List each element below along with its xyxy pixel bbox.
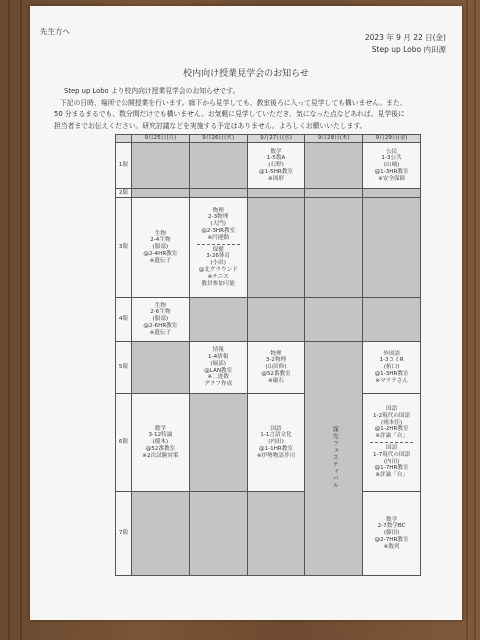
empty-slot (189, 143, 247, 189)
period-label: 3限 (116, 198, 132, 298)
lesson-cell: 数学 1-5数A (石野) @1-5HR教室 ※図形 (247, 143, 305, 189)
empty-slot (247, 492, 305, 576)
empty-slot (363, 189, 421, 198)
body-line: Step up Lobo より校内向け授業見学会のお知らせです。 (64, 87, 240, 95)
lesson-cell: 生物 2-4生物 (服部) @2-4HR教室 ※遺伝子 (132, 198, 190, 298)
corner-cell (116, 135, 132, 143)
empty-slot (247, 198, 305, 298)
empty-slot (305, 189, 363, 198)
lesson-cell-double: 物理 2-3物理 (大門) @2-3HR教室 ※円運動 保健 3-26体育 (小田) @北グラウンド ※テニス 教員参加可能 (189, 198, 247, 298)
empty-slot (189, 492, 247, 576)
empty-slot (363, 198, 421, 298)
dashed-divider (197, 244, 240, 245)
empty-slot (132, 342, 190, 394)
empty-slot (189, 394, 247, 492)
lesson-cell: 数学 2-7数学BC (藤田) @2-7HR教室 ※数列 (363, 492, 421, 576)
header-day: 9月26日(火) (189, 135, 247, 143)
lesson-cell-double: 国語 1-2現代の国語 (岡本佳) @1-2HR教室 ※評論「自」 国語 1-7現代の国語 (内田) @1-7HR教室 ※評論「自」 (363, 394, 421, 492)
header-day: 9月29日(金) (363, 135, 421, 143)
empty-slot (189, 298, 247, 342)
empty-slot (363, 298, 421, 342)
addressee: 先生方へ (40, 27, 70, 36)
lesson-cell: 物理 3-2物理 (山田修) @52番教室 ※磁石 (247, 342, 305, 394)
period-label: 2限 (116, 189, 132, 198)
empty-slot (305, 198, 363, 298)
body-line: 50 分まるまるでも、数分間だけでも構いません。お気軽に見学していただき、気になった点などあれば、見学後に (54, 110, 405, 118)
sender-line: Step up Lobo 内田源 (371, 45, 446, 54)
empty-slot (305, 298, 363, 342)
festival-cell: 探究フェスティバル (305, 342, 363, 576)
lesson-cell: 外国語 1-3コミR (柘口) @1-3HR教室 ※マララさん (363, 342, 421, 394)
period-label: 6限 (116, 394, 132, 492)
body-line: 担当者までお伝えください。研究討議などを実施する予定はありません。よろしくお願いいたします。 (54, 121, 367, 130)
lesson-cell: 生物 2-6生物 (服部) @2-6HR教室 ※遺伝子 (132, 298, 190, 342)
period-label: 4限 (116, 298, 132, 342)
header-day: 9月25日(月) (132, 135, 190, 143)
body-line: 下記の日時、場所で公開授業を行います。廊下から見学しても、教室後ろに入って見学しても構いません。また、 (60, 98, 407, 107)
header-day: 9月27日(水) (247, 135, 305, 143)
lesson-cell: 情報 1-4情報 (堀部) @LAN教室 ※二進数 グラフ作成 (189, 342, 247, 394)
empty-slot (305, 143, 363, 189)
period-label: 1限 (116, 143, 132, 189)
lesson-cell: 数学 3-12特論 (稲木) @52番教室 ※2次試験対策 (132, 394, 190, 492)
body-text (54, 86, 440, 132)
empty-slot (247, 189, 305, 198)
empty-slot (132, 492, 190, 576)
notice-document (30, 6, 462, 620)
empty-slot (189, 189, 247, 198)
header-day: 9月28日(木) (305, 135, 363, 143)
lesson-cell: 国語 1-1言語文化 (内田) @1-1HR教室 ※伊勢物語芥川 (247, 394, 305, 492)
document-title: 校内向け授業見学会のお知らせ (183, 69, 309, 79)
dashed-divider (370, 442, 413, 443)
empty-slot (132, 143, 190, 189)
lesson-cell: 公民 1-3公共 (山城) @1-3HR教室 ※安全保障 (363, 143, 421, 189)
date-line: 2023 年 9 月 22 日(金) (364, 33, 446, 42)
period-label: 7限 (116, 492, 132, 576)
empty-slot (132, 189, 190, 198)
schedule-table (115, 134, 421, 576)
period-label: 5限 (116, 342, 132, 394)
empty-slot (247, 298, 305, 342)
